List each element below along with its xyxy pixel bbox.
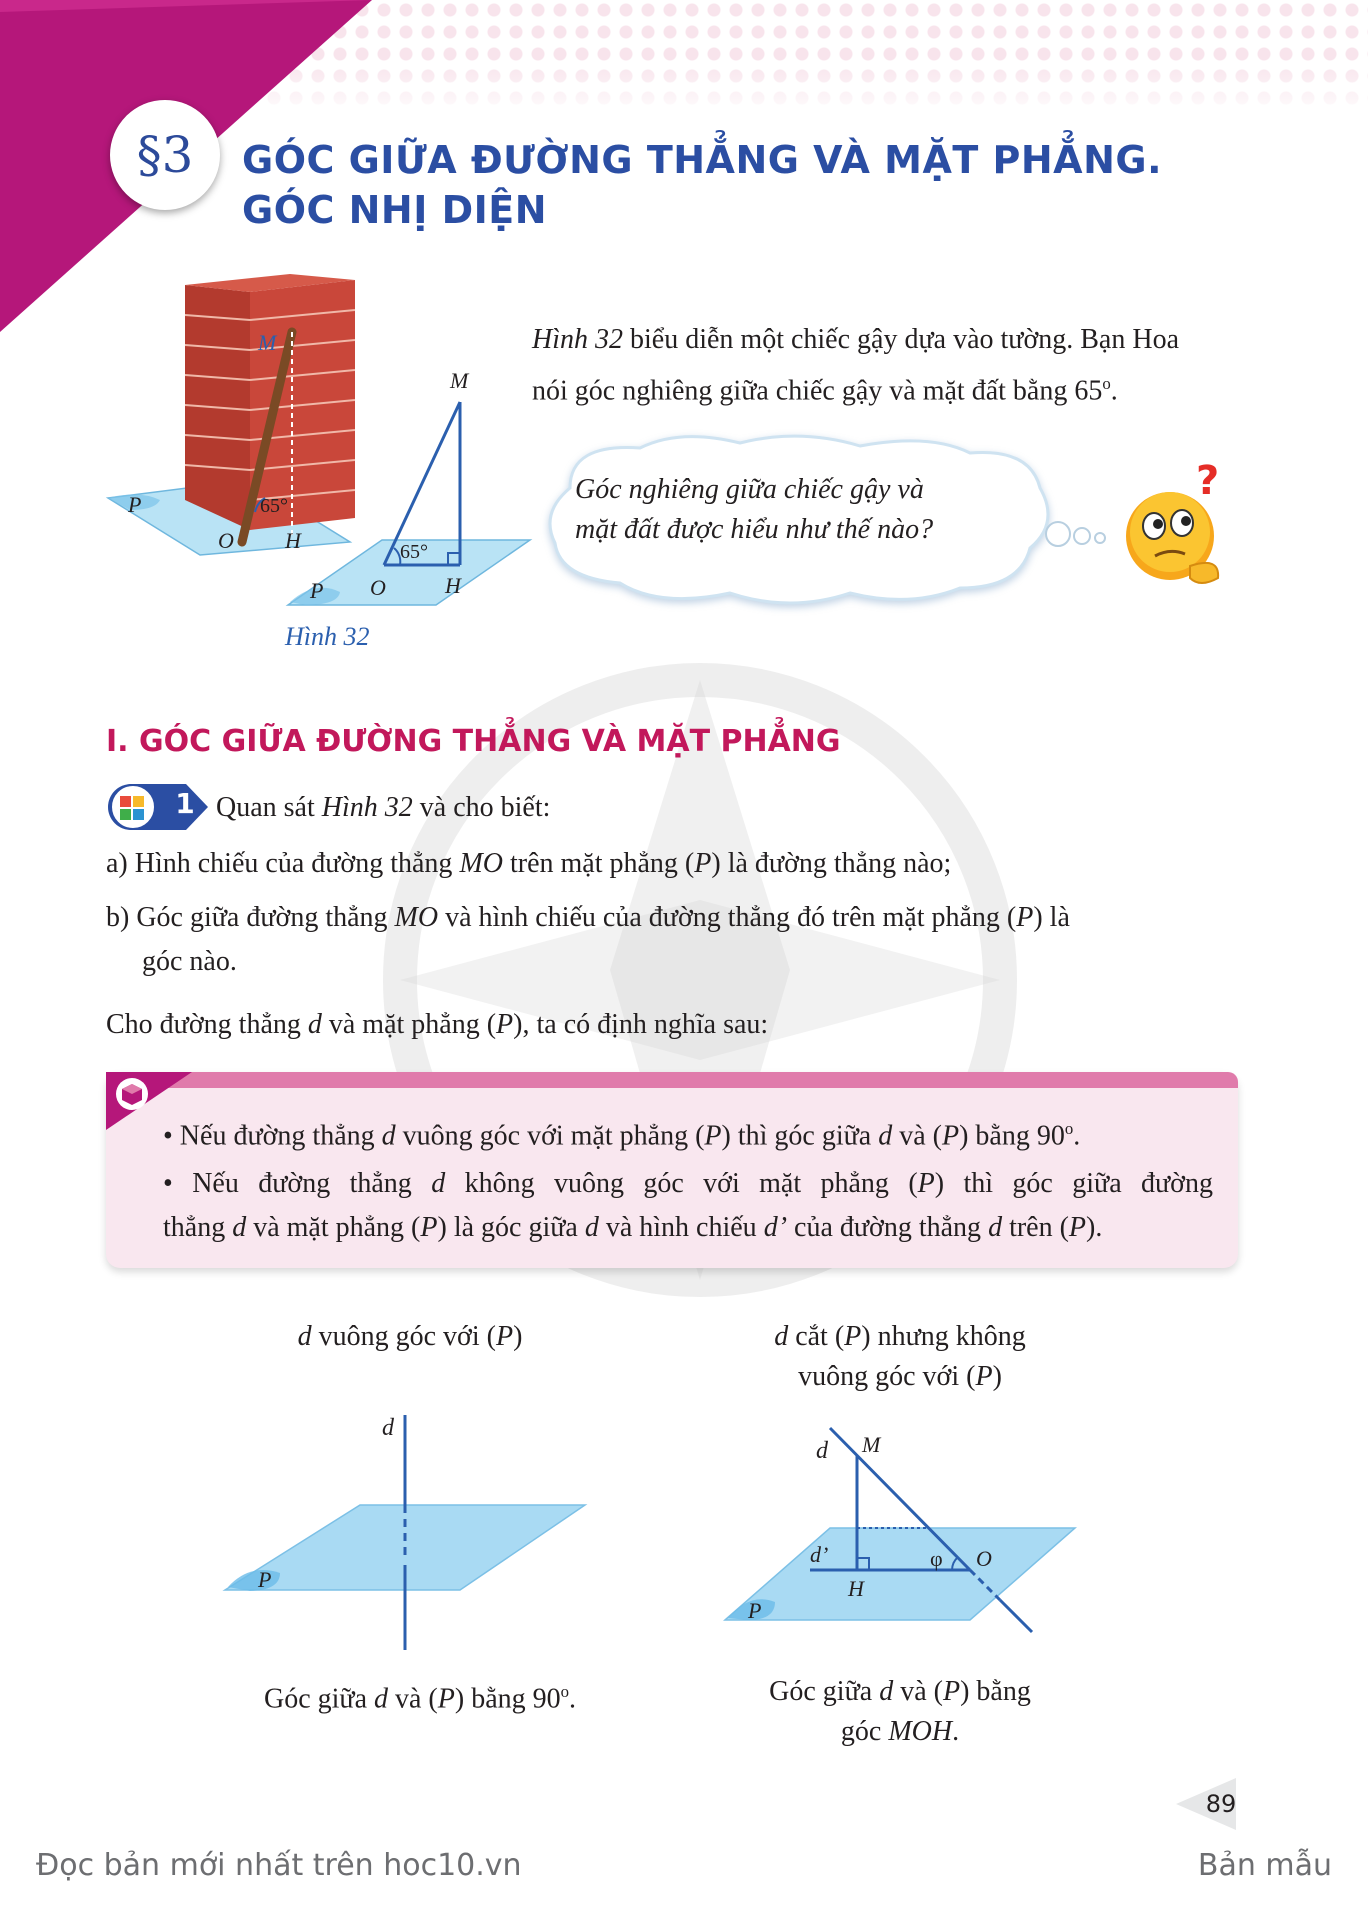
brick-wall: [185, 274, 355, 530]
item-a-post: ) là đường thẳng nào;: [711, 848, 952, 879]
b1-dot: .: [1073, 1120, 1081, 1152]
item-b-line2: góc nào.: [142, 946, 237, 977]
cl-cap-d: d: [374, 1683, 388, 1715]
cl-title-mid: vuông góc với (: [311, 1321, 496, 1352]
item-b: [106, 896, 1246, 984]
b2-l1-d: d: [431, 1168, 446, 1199]
activity-pre: Quan sát: [216, 792, 322, 823]
cl-label-p: P: [258, 1567, 272, 1592]
intro-line1: biểu diễn một chiếc gậy dựa vào tường. Bạn Hoa: [623, 324, 1180, 355]
item-b-var: MO: [394, 902, 439, 933]
diagram-perpendicular: [220, 1405, 600, 1655]
cl-cap-end: ) bằng 90: [454, 1683, 561, 1715]
thinking-emoji-icon: [1126, 492, 1218, 583]
diagram-oblique: [720, 1420, 1090, 1650]
cl-cap-degree: o: [560, 1682, 570, 1701]
cl-cap-pre: Góc giữa: [263, 1683, 374, 1715]
case-right-title: [690, 1317, 1110, 1397]
cr-title2-pre: vuông góc với (: [798, 1361, 976, 1392]
item-a-mid: trên mặt phẳng (: [502, 848, 695, 879]
cl-title-d: d: [297, 1321, 312, 1352]
case-right-caption: [690, 1672, 1110, 1752]
page-title: [242, 135, 1162, 235]
bubble-line-1: Góc nghiêng giữa chiếc gậy và: [575, 474, 924, 505]
b2-l1-p: P: [917, 1168, 935, 1199]
b1-degree: o: [1064, 1119, 1074, 1138]
definition-bullet-2: [163, 1162, 1213, 1250]
cr-title2-end: ): [992, 1361, 1002, 1392]
definition-bullet-1: [163, 1107, 1213, 1158]
section-heading: I. GÓC GIỮA ĐƯỜNG THẲNG VÀ MẶT PHẲNG: [106, 724, 841, 759]
b2-l2-pre: thẳng: [163, 1212, 233, 1243]
cr-title-end: ) nhưng không: [861, 1321, 1026, 1352]
item-a: [106, 842, 1246, 886]
intro-fig-ref: Hình 32: [532, 324, 623, 355]
cr-title2-p: P: [975, 1361, 993, 1392]
cr-title-p: P: [844, 1321, 862, 1352]
activity-post: và cho biết:: [412, 792, 551, 823]
cr-label-phi: φ: [930, 1546, 943, 1571]
fig-label-H: H: [445, 573, 461, 598]
b1-end: ) bằng 90: [959, 1120, 1065, 1152]
item-a-pre: a) Hình chiếu của đường thẳng: [106, 848, 460, 879]
b2-l2-p: P: [420, 1212, 438, 1243]
intro-line2: nói góc nghiêng giữa chiếc gậy và mặt đất bằng 65: [532, 375, 1103, 407]
def-intro-post: ), ta có định nghĩa sau:: [513, 1009, 769, 1040]
b2-l2-end: ).: [1086, 1212, 1103, 1243]
fig-label-angle: 65°: [400, 541, 428, 563]
cr-label-O: O: [976, 1546, 992, 1571]
title-line-1: GÓC GIỮA ĐƯỜNG THẲNG VÀ MẶT PHẲNG.: [242, 138, 1163, 182]
b1-mid: vuông góc với mặt phẳng (: [395, 1120, 705, 1152]
item-b-pre: b) Góc giữa đường thẳng: [106, 902, 395, 933]
item-b-p: P: [1016, 902, 1034, 933]
intro-degree: o: [1102, 374, 1111, 393]
cl-cap-mid: và (: [388, 1683, 438, 1715]
intro-dot: .: [1110, 375, 1118, 407]
fig-label-M-wall: M: [258, 330, 277, 355]
title-line-2: GÓC NHỊ DIỆN: [242, 188, 548, 232]
footer-left-note: Đọc bản mới nhất trên hoc10.vn: [36, 1848, 522, 1883]
b1-mid3: và (: [892, 1120, 942, 1152]
b2-l1-mid: không vuông góc với mặt phẳng (: [445, 1168, 918, 1199]
b1-p2: P: [941, 1120, 960, 1152]
b2-l2-dp: d’: [763, 1212, 788, 1243]
b2-l2-d2: d: [584, 1212, 599, 1243]
cl-cap-dot: .: [569, 1683, 577, 1715]
b2-l1-pre: • Nếu đường thẳng: [163, 1168, 432, 1199]
cr-cap-mid: và (: [893, 1676, 943, 1707]
item-a-var: MO: [459, 848, 503, 879]
item-a-p: P: [694, 848, 712, 879]
definition-box-bar: [160, 1072, 1238, 1088]
figure-32-diagram: [100, 280, 540, 603]
cr-label-H: H: [848, 1576, 864, 1601]
b2-l2-mid2: ) là góc giữa: [437, 1212, 585, 1243]
cr-cap2-pre: góc: [840, 1716, 889, 1747]
b2-l2-mid4: của đường thẳng: [787, 1212, 989, 1243]
cr-cap-d: d: [879, 1676, 894, 1707]
b2-l2-mid5: trên (: [1002, 1212, 1069, 1243]
intro-paragraph: [532, 318, 1252, 413]
figure-32-caption: Hình 32: [285, 622, 370, 651]
b1-d2: d: [878, 1120, 893, 1152]
thought-bubble-text: [575, 470, 1045, 550]
activity-ref: Hình 32: [321, 792, 413, 823]
fig-label-P-wall: P: [128, 492, 142, 517]
question-mark-icon: ?: [1196, 458, 1220, 504]
footer-right-note: Bản mẫu: [1197, 1848, 1332, 1883]
fig-label-H-wall: H: [285, 528, 301, 553]
b2-l2-mid3: và hình chiếu: [598, 1212, 764, 1243]
fig-label-O: O: [370, 575, 386, 600]
def-intro-p: P: [496, 1009, 514, 1040]
fig-label-angle-wall: 65°: [260, 495, 288, 517]
section-number-badge: §3: [110, 100, 220, 210]
b2-l2-mid: và mặt phẳng (: [246, 1212, 421, 1243]
item-b-post: ) là: [1033, 902, 1070, 933]
cl-cap-p: P: [437, 1683, 455, 1715]
b2-l2-d3: d: [988, 1212, 1003, 1243]
definition-intro: [106, 1003, 1246, 1047]
cl-title-end: ): [513, 1321, 523, 1352]
def-intro-pre: Cho đường thẳng: [106, 1009, 308, 1040]
cl-title-p: P: [495, 1321, 514, 1352]
cr-label-d: d: [816, 1438, 828, 1464]
cr-title-d: d: [774, 1321, 789, 1352]
b1-d: d: [381, 1120, 396, 1152]
case-left-caption: [200, 1672, 640, 1719]
bubble-line-2: mặt đất được hiểu như thế nào?: [575, 514, 934, 545]
cr-cap2-var: MOH: [888, 1716, 953, 1747]
b1-pre: • Nếu đường thẳng: [163, 1120, 382, 1152]
def-intro-mid: và mặt phẳng (: [321, 1009, 497, 1040]
activity-prompt: [216, 786, 550, 830]
cr-cap2-end: .: [952, 1716, 960, 1747]
def-intro-d: d: [307, 1009, 322, 1040]
cr-cap-p: P: [942, 1676, 961, 1707]
fig-label-O-wall: O: [218, 528, 234, 553]
b1-p: P: [704, 1120, 722, 1152]
b1-mid2: ) thì góc giữa: [721, 1120, 879, 1152]
fig-label-P: P: [310, 578, 324, 603]
cr-label-P: P: [748, 1598, 762, 1623]
cr-cap-pre: Góc giữa: [769, 1676, 880, 1707]
cr-label-M: M: [862, 1432, 881, 1457]
cl-label-d: d: [382, 1415, 394, 1441]
cr-label-dp: d’: [810, 1542, 829, 1567]
case-left-title: [200, 1317, 620, 1357]
cr-title-mid: cắt (: [788, 1321, 845, 1352]
cr-cap-end: ) bằng: [960, 1676, 1031, 1707]
page-number: 89: [1205, 1790, 1237, 1818]
b2-l2-p2: P: [1068, 1212, 1087, 1243]
fig-label-M: M: [450, 368, 469, 393]
b2-l1-post: ) thì góc giữa đường: [934, 1168, 1213, 1199]
b2-l2-d: d: [232, 1212, 247, 1243]
activity-number: 1: [175, 787, 195, 820]
item-b-mid: và hình chiếu của đường thẳng đó trên mặt phẳng (: [438, 902, 1017, 933]
